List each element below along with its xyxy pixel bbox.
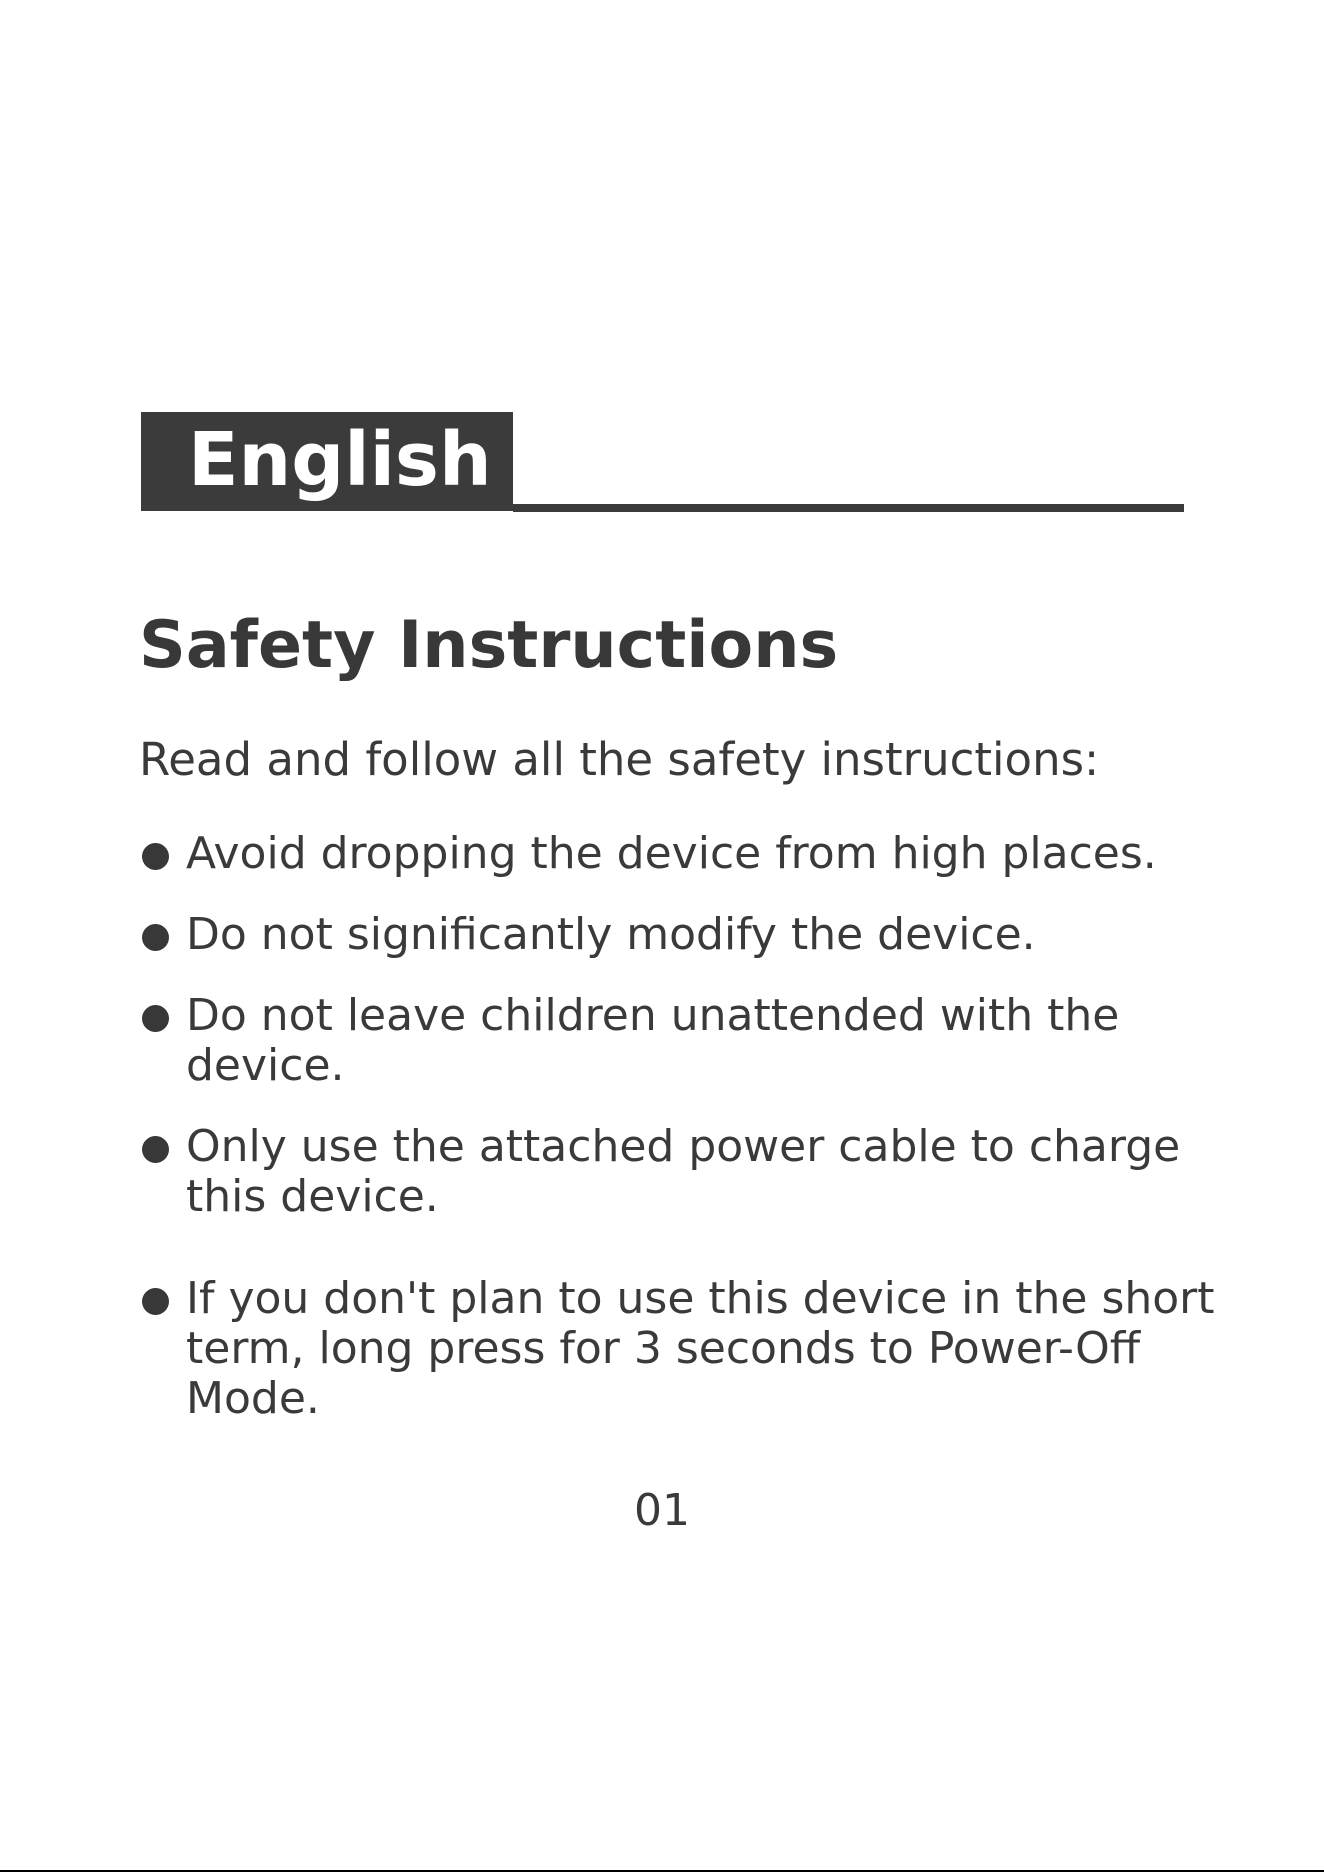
instruction-item bbox=[139, 1122, 1269, 1222]
language-label: English bbox=[188, 417, 492, 503]
bullet-dot-icon bbox=[142, 924, 169, 951]
bullet-dot-icon bbox=[142, 1136, 169, 1163]
instruction-text: Avoid dropping the device from high places. bbox=[186, 828, 1157, 879]
intro-text: Read and follow all the safety instructions: bbox=[139, 733, 1100, 786]
language-label-box bbox=[141, 412, 513, 511]
instruction-text: Do not leave children unattended with the device. bbox=[186, 990, 1120, 1091]
header-rule bbox=[513, 504, 1184, 512]
bullet-dot-icon bbox=[142, 1005, 169, 1032]
instruction-item bbox=[139, 910, 1269, 960]
instruction-item bbox=[139, 1274, 1269, 1424]
page-number: 01 bbox=[634, 1485, 690, 1536]
instruction-text: Do not significantly modify the device. bbox=[186, 909, 1036, 960]
bullet-dot-icon bbox=[142, 843, 169, 870]
instruction-item bbox=[139, 991, 1269, 1091]
instruction-text: Only use the attached power cable to charge this device. bbox=[186, 1121, 1181, 1222]
language-header bbox=[141, 412, 1184, 512]
instruction-text: If you don't plan to use this device in the short term, long press for 3 seconds to Power-Off Mode. bbox=[186, 1273, 1215, 1424]
bullet-dot-icon bbox=[142, 1288, 169, 1315]
section-title: Safety Instructions bbox=[139, 608, 839, 683]
instruction-item bbox=[139, 829, 1269, 879]
safety-instruction-list bbox=[139, 829, 1269, 1424]
